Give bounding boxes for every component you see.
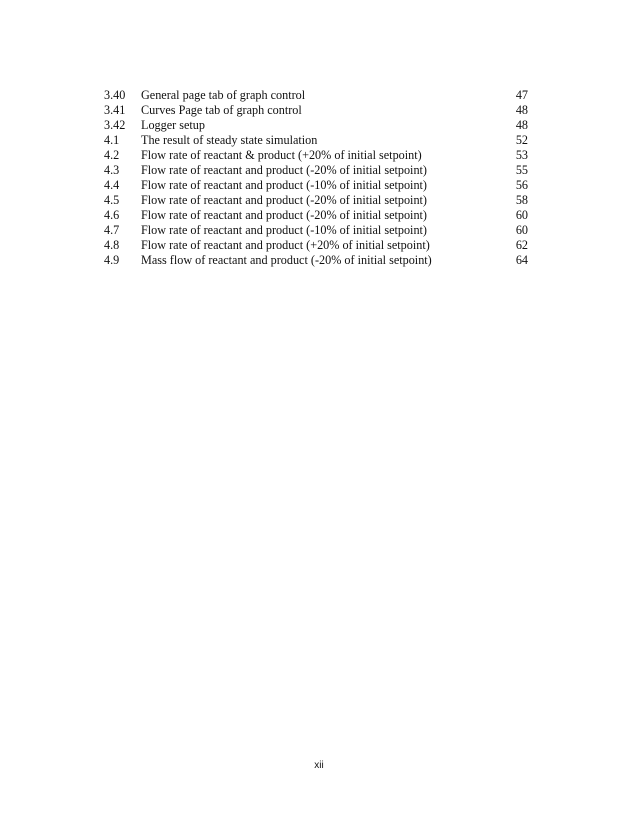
toc-entry-title: Flow rate of reactant and product (-20% of initial setpoint) <box>141 163 427 177</box>
toc-entry-page: 47 <box>515 88 528 102</box>
toc-entry-page: 60 <box>515 208 528 222</box>
toc-entry-number: 3.40 <box>104 88 126 102</box>
toc-entry <box>104 253 528 268</box>
toc-entry <box>104 208 528 223</box>
toc-entry-page: 48 <box>515 103 528 117</box>
toc-entry-title: Logger setup <box>141 118 205 132</box>
toc-entry-title: Curves Page tab of graph control <box>141 103 302 117</box>
toc-entry-number: 4.4 <box>104 178 120 192</box>
toc-entry-title: Flow rate of reactant and product (+20% of initial setpoint) <box>141 238 430 252</box>
toc-entry-page: 64 <box>515 253 528 267</box>
toc-entry-page: 58 <box>515 193 528 207</box>
toc-entry-number: 4.9 <box>104 253 120 267</box>
toc-entry-number: 3.42 <box>104 118 126 132</box>
toc-entry <box>104 163 528 178</box>
toc-entry-number: 4.2 <box>104 148 120 162</box>
toc-entry <box>104 103 528 118</box>
toc-entry-title: Flow rate of reactant and product (-10% of initial setpoint) <box>141 178 427 192</box>
toc-entry-page: 60 <box>515 223 528 237</box>
toc-entry <box>104 148 528 163</box>
toc-entry-number: 4.5 <box>104 193 120 207</box>
toc-entry-page: 52 <box>515 133 528 147</box>
toc-entry-title: The result of steady state simulation <box>141 133 318 147</box>
toc-entry-page: 53 <box>515 148 528 162</box>
toc-entry-title: Mass flow of reactant and product (-20% of initial setpoint) <box>141 253 432 267</box>
toc-entry-number: 4.8 <box>104 238 120 252</box>
toc-entry-page: 48 <box>515 118 528 132</box>
toc-entry-title: Flow rate of reactant and product (-20% of initial setpoint) <box>141 208 427 222</box>
toc-entry-number: 4.1 <box>104 133 120 147</box>
toc-entry <box>104 88 528 103</box>
toc-entry-page: 56 <box>515 178 528 192</box>
toc-entry <box>104 223 528 238</box>
toc-entry-title: Flow rate of reactant & product (+20% of initial setpoint) <box>141 148 422 162</box>
toc-entry <box>104 193 528 208</box>
toc-entry-number: 4.6 <box>104 208 120 222</box>
toc-entry-number: 4.7 <box>104 223 120 237</box>
toc-entry-page: 55 <box>515 163 528 177</box>
page-number: xii <box>314 760 324 771</box>
toc-entry-page: 62 <box>515 238 528 252</box>
toc-entry-number: 4.3 <box>104 163 120 177</box>
toc-entry <box>104 178 528 193</box>
toc-entry-title: Flow rate of reactant and product (-10% of initial setpoint) <box>141 223 427 237</box>
toc-entry-title: General page tab of graph control <box>141 88 306 102</box>
toc-entry-number: 3.41 <box>104 103 126 117</box>
toc-entry-title: Flow rate of reactant and product (-20% of initial setpoint) <box>141 193 427 207</box>
toc-entry <box>104 133 528 148</box>
toc-entry <box>104 238 528 253</box>
list-of-figures <box>104 88 528 268</box>
toc-entry <box>104 118 528 133</box>
